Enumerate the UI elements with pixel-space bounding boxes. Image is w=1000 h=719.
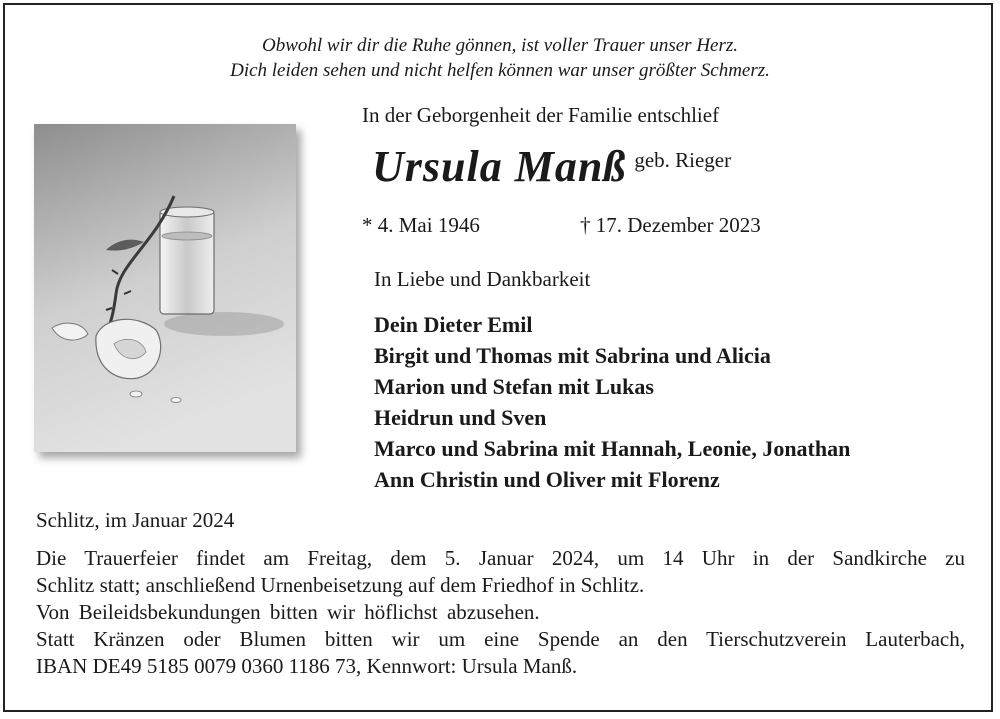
place-date: Schlitz, im Januar 2024 bbox=[36, 508, 235, 532]
family-member: Heidrun und Sven bbox=[374, 405, 547, 430]
family-member: Marco und Sabrina mit Hannah, Leonie, Jonathan bbox=[374, 436, 851, 461]
deceased-name-row bbox=[372, 141, 731, 192]
family-member: Ann Christin und Oliver mit Florenz bbox=[374, 467, 720, 492]
info-line: Die Trauerfeier findet am Freitag, dem 5. Januar 2024, um 14 Uhr in der Sandkirche zu bbox=[36, 546, 965, 570]
death-date: † 17. Dezember 2023 bbox=[580, 213, 761, 237]
poem-line-1: Obwohl wir dir die Ruhe gönnen, ist voller Trauer unser Herz. bbox=[261, 35, 739, 56]
info-line: Statt Kränzen oder Blumen bitten wir um eine Spende an den Tierschutzverein Lauterbach, bbox=[36, 627, 965, 651]
info-line: Schlitz statt; anschließend Urnenbeisetzung auf dem Friedhof in Schlitz. bbox=[36, 573, 645, 597]
rose-and-glass-illustration bbox=[34, 124, 296, 452]
funeral-info bbox=[36, 545, 965, 680]
poem-line-2: Dich leiden sehen und nicht helfen können war unser größter Schmerz. bbox=[230, 60, 770, 81]
family-list bbox=[374, 309, 850, 495]
love-line: In Liebe und Dankbarkeit bbox=[374, 267, 591, 291]
info-line: IBAN DE49 5185 0079 0360 1186 73, Kennwort: Ursula Manß. bbox=[36, 654, 578, 678]
family-member: Marion und Stefan mit Lukas bbox=[374, 374, 654, 399]
family-member: Birgit und Thomas mit Sabrina und Alicia bbox=[374, 343, 771, 368]
birth-name: geb. Rieger bbox=[634, 148, 732, 172]
info-line: Von Beileidsbekundungen bitten wir höflichst abzusehen. bbox=[36, 600, 540, 624]
family-member: Dein Dieter Emil bbox=[374, 312, 533, 337]
birth-date: * 4. Mai 1946 bbox=[362, 213, 480, 237]
intro-line: In der Geborgenheit der Familie entschlief bbox=[362, 103, 720, 127]
deceased-name: Ursula Manß bbox=[372, 142, 627, 191]
